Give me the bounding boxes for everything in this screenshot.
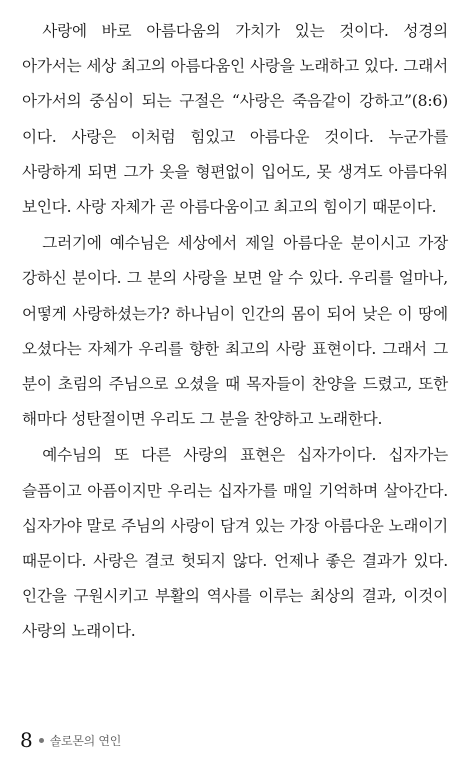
page-number: 8 xyxy=(20,728,33,752)
paragraph-2: 그러기에 예수님은 세상에서 제일 아름다운 분이시고 가장 강하신 분이다. 그 분의 사랑을 보면 알 수 있다. 우리를 얼마나, 어떻게 사랑하셨는가? 하나님이 인간의 몸이 되어 낮은 이 땅에 오셨다는 자체가 우리를 향한 최고의 사랑 표현이다. 그래서 그 분이 초림의 주님으로 오셨을 때 목자들이 찬양을 드렸고, 또한 해마다 성탄절이면 우리도 그 분을 찬양하고 노래한다. xyxy=(22,234,448,429)
page-footer xyxy=(20,728,121,752)
paragraph-3: 예수님의 또 다른 사랑의 표현은 십자가이다. 십자가는 슬픔이고 아픔이지만 우리는 십자가를 매일 기억하며 살아간다. 십자가야 말로 주님의 사랑이 담겨 있는 가장 아름다운 노래이기 때문이다. 사랑은 결코 헛되지 않다. 언제나 좋은 결과가 있다. 인간을 구원시키고 부활의 역사를 이루는 최상의 결과, 이것이 사랑의 노래이다. xyxy=(22,446,448,641)
running-book-title: 솔로몬의 연인 xyxy=(49,733,122,748)
page-body xyxy=(22,14,448,651)
paragraph-1: 사랑에 바로 아름다움의 가치가 있는 것이다. 성경의 아가서는 세상 최고의 아름다움인 사랑을 노래하고 있다. 그래서 아가서의 중심이 되는 구절은 “사랑은 죽음같이 강하고”(8:6)이다. 사랑은 이처럼 힘있고 아름다운 것이다. 누군가를 사랑하게 되면 그가 옷을 형편없이 입어도, 못 생겨도 아름다워 보인다. 사랑 자체가 곧 아름다움이고 최고의 힘이기 때문이다. xyxy=(22,22,448,217)
bullet-dot-icon xyxy=(39,738,44,743)
